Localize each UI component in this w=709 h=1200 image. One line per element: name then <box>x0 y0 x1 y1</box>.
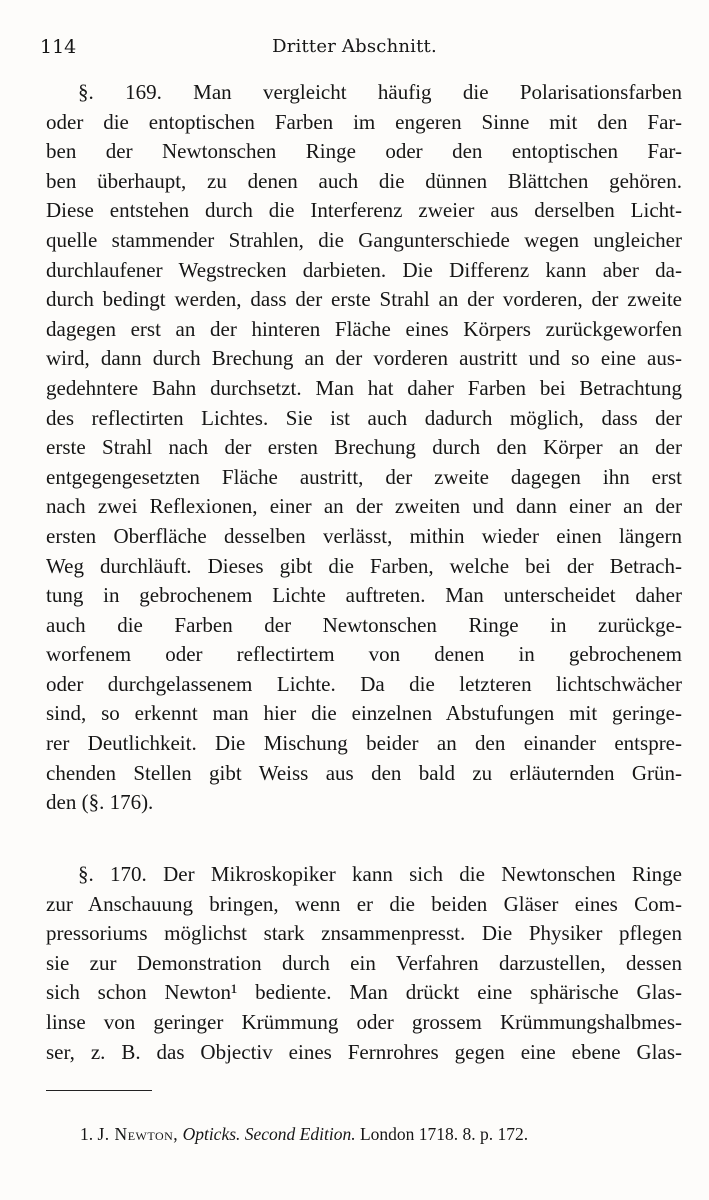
text-line: zur Anschauung bringen, wenn er die beiden Gläser eines Com- <box>46 891 682 916</box>
text-line: §. 170. Der Mikroskopiker kann sich die Newtonschen Ringe <box>78 862 682 886</box>
text-line: durchlaufener Wegstrecken darbieten. Die Differenz kann aber da- <box>46 257 682 282</box>
text-line: auch die Farben der Newtonschen Ringe in zurückge- <box>46 612 682 637</box>
text-line: worfenem oder reflectirtem von denen in gebrochenem <box>46 642 682 667</box>
text-line: oder die entoptischen Farben im engeren Sinne mit den Far- <box>46 109 682 134</box>
text-line: §. 169. Man vergleicht häufig die Polarisationsfarben <box>78 80 682 104</box>
text-line: gedehntere Bahn durchsetzt. Man hat daher Farben bei Betrachtung <box>46 375 682 400</box>
text-line: oder durchgelassenem Lichte. Da die letzteren lichtschwächer <box>46 671 682 696</box>
footnote-marker: 1. <box>80 1124 94 1144</box>
text-line: entgegengesetzten Fläche austritt, der zweite dagegen ihn erst <box>46 464 682 489</box>
text-line: ser, z. B. das Objectiv eines Fernrohres gegen eine ebene Glas- <box>46 1039 682 1064</box>
paragraph-170 <box>46 860 682 1067</box>
running-title: Dritter Abschnitt. <box>272 36 437 57</box>
text-line: chenden Stellen gibt Weiss aus den bald zu erläuternden Grün- <box>46 760 682 785</box>
text-line: nach zwei Reflexionen, einer an der zweiten und dann einer an der <box>46 494 682 519</box>
footnote-author: J. Newton, <box>97 1124 179 1144</box>
footnote-rule <box>46 1090 152 1091</box>
text-line: tung in gebrochenem Lichte auftreten. Man unterscheidet daher <box>46 583 682 608</box>
text-line: wird, dann durch Brechung an der vorderen austritt und so eine aus- <box>46 346 682 371</box>
footnote-title: Opticks. Second Edition. <box>182 1124 356 1144</box>
text-line: linse von geringer Krümmung oder grossem Krümmungshalbmes- <box>46 1009 682 1034</box>
footnote <box>80 1124 528 1145</box>
text-line: rer Deutlichkeit. Die Mischung beider an den einander entspre- <box>46 731 682 756</box>
text-line: quelle stammender Strahlen, die Gangunterschiede wegen ungleicher <box>46 227 682 252</box>
running-head <box>40 36 669 60</box>
text-line: ben überhaupt, zu denen auch die dünnen Blättchen gehören. <box>46 168 682 193</box>
text-line: ben der Newtonschen Ringe oder den entoptischen Far- <box>46 139 682 164</box>
text-line: sich schon Newton¹ bediente. Man drückt eine sphärische Glas- <box>46 980 682 1005</box>
text-line: dagegen erst an der hinteren Fläche eines Körpers zurückgeworfen <box>46 316 682 341</box>
page-number: 114 <box>40 36 77 58</box>
text-line: den (§. 176). <box>46 790 154 815</box>
footnote-citation: London 1718. 8. p. 172. <box>359 1124 529 1144</box>
text-line: erste Strahl nach der ersten Brechung durch den Körper an der <box>46 435 682 460</box>
text-line: pressoriums möglichst stark znsammenpresst. Die Physiker pflegen <box>46 921 682 946</box>
text-line: durch bedingt werden, dass der erste Strahl an der vorderen, der zweite <box>46 287 682 312</box>
text-line: ersten Oberfläche desselben verlässt, mithin wieder einen längern <box>46 523 682 548</box>
text-line: sie zur Demonstration durch ein Verfahren darzustellen, dessen <box>46 950 682 975</box>
paragraph-169 <box>46 78 682 818</box>
text-line: Weg durchläuft. Dieses gibt die Farben, welche bei der Betrach- <box>46 553 682 578</box>
text-line: des reflectirten Lichtes. Sie ist auch dadurch möglich, dass der <box>46 405 682 430</box>
text-line: sind, so erkennt man hier die einzelnen Abstufungen mit geringe- <box>46 701 682 726</box>
text-line: Diese entstehen durch die Interferenz zweier aus derselben Licht- <box>46 198 682 223</box>
